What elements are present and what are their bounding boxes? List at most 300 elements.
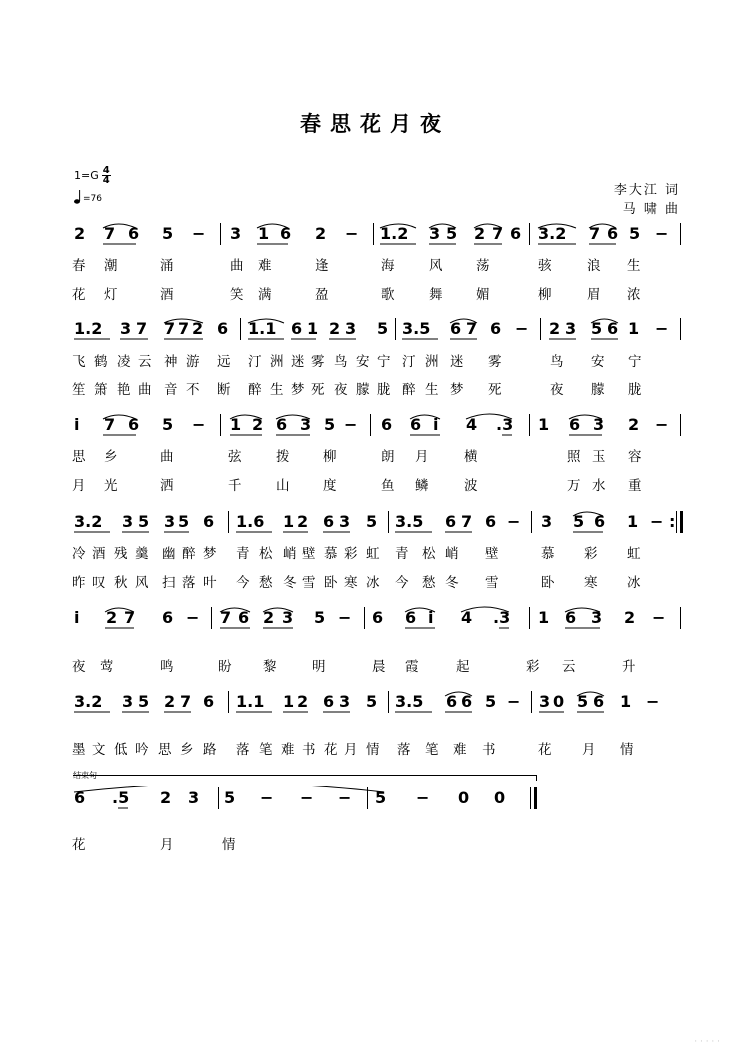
note: 5 — [324, 415, 336, 434]
lyric-syllable: 难 — [258, 258, 272, 274]
note: 6 — [490, 319, 502, 338]
note: 2 — [315, 224, 327, 243]
lyric-syllable: 叹 — [92, 575, 106, 591]
note: 6 — [445, 512, 457, 531]
note: 3.5 — [395, 692, 424, 711]
lyric-syllable: 玉 — [592, 449, 606, 465]
dash: − — [655, 319, 669, 338]
lyric-syllable: 安 — [356, 354, 370, 370]
lyric-syllable: 迷 — [291, 354, 305, 370]
lyric-syllable: 雾 — [311, 354, 325, 370]
lyric-syllable: 洲 — [425, 354, 439, 370]
lyric-syllable: 曲 — [230, 258, 244, 274]
note: 6 — [128, 415, 140, 434]
lyric-syllable: 青 — [236, 546, 250, 562]
lyric-syllable: 汀 — [248, 354, 262, 370]
lyric-syllable: 雾 — [488, 354, 502, 370]
lyric-syllable: 路 — [203, 742, 217, 758]
dash: − — [655, 415, 669, 434]
note: i — [74, 415, 80, 434]
note: 2 — [549, 319, 561, 338]
lyric-syllable: 春 — [72, 258, 86, 274]
note: 1 — [307, 319, 319, 338]
lyric-syllable: 彩 — [526, 659, 540, 675]
note: 3 — [164, 512, 176, 531]
note: 5 — [377, 319, 389, 338]
note: 5 — [573, 512, 585, 531]
lyric-syllable: 月 — [582, 742, 596, 758]
dash: − — [650, 512, 664, 531]
lyric-line-1a — [72, 254, 682, 272]
lyric-syllable: 鹤 — [94, 354, 108, 370]
note: 5 — [366, 512, 378, 531]
note: 3 — [120, 319, 132, 338]
lyric-syllable: 朗 — [381, 449, 395, 465]
note: 7 — [466, 319, 478, 338]
lyric-syllable: 乡 — [104, 449, 118, 465]
note: 3 — [591, 608, 603, 627]
lyric-syllable: 眉 — [587, 287, 601, 303]
lyric-syllable: 冷 — [72, 546, 86, 562]
lyric-syllable: 莺 — [100, 659, 114, 675]
note: 2 — [192, 319, 204, 338]
tempo-value: =76 — [83, 194, 102, 204]
note: 6 — [485, 512, 497, 531]
note: 1 — [258, 224, 270, 243]
lyric-syllable: 峭 — [445, 546, 459, 562]
note: 7 — [178, 319, 190, 338]
lyric-syllable: 容 — [628, 449, 642, 465]
lyric-syllable: 重 — [628, 478, 642, 494]
lyric-syllable: 明 — [312, 659, 326, 675]
lyric-syllable: 歌 — [381, 287, 395, 303]
lyric-syllable: 霞 — [405, 659, 419, 675]
note: 6 — [217, 319, 229, 338]
note: 6 — [203, 512, 215, 531]
time-signature — [102, 166, 111, 185]
lyric-syllable: 思 — [72, 449, 86, 465]
lyric-syllable: 情 — [222, 837, 236, 853]
lyric-syllable: 断 — [217, 382, 231, 398]
note: 6 — [323, 512, 335, 531]
note: 3 — [339, 692, 351, 711]
note: 6 — [410, 415, 422, 434]
note: 3 — [541, 512, 553, 531]
lyric-syllable: 云 — [562, 659, 576, 675]
lyric-syllable: 艳 — [117, 382, 131, 398]
lyric-syllable: 光 — [104, 478, 118, 494]
lyric-syllable: 难 — [281, 742, 295, 758]
lyric-syllable: 壁 — [302, 546, 316, 562]
lyric-syllable: 夜 — [550, 382, 564, 398]
dash: − — [507, 512, 521, 531]
note: 5 — [577, 692, 589, 711]
note: 4 — [461, 608, 473, 627]
lyric-syllable: 乡 — [180, 742, 194, 758]
note: 7 — [104, 415, 116, 434]
note: 6 — [607, 224, 619, 243]
note: 1 — [283, 512, 295, 531]
dash: − — [345, 224, 359, 243]
lyric-syllable: 情 — [620, 742, 634, 758]
lyric-syllable: 花 — [538, 742, 552, 758]
time-unit: 4 — [102, 175, 110, 186]
tempo-marking — [74, 190, 102, 204]
dash: − — [186, 608, 200, 627]
lyric-syllable: 起 — [456, 659, 470, 675]
note: 7 — [164, 319, 176, 338]
lyric-syllable: 照 — [567, 449, 581, 465]
note: 5 — [162, 224, 174, 243]
lyric-syllable: 安 — [591, 354, 605, 370]
lyric-syllable: 弦 — [228, 449, 242, 465]
lyric-syllable: 花 — [72, 287, 86, 303]
lyric-syllable: 风 — [429, 258, 443, 274]
lyric-syllable: 骇 — [538, 258, 552, 274]
lyric-syllable: 笔 — [259, 742, 273, 758]
lyric-syllable: 汀 — [402, 354, 416, 370]
note: 3.5 — [395, 512, 424, 531]
dash: − — [652, 608, 666, 627]
lyric-line-3b — [72, 474, 682, 492]
lyric-syllable: 落 — [182, 575, 196, 591]
lyric-syllable: 生 — [627, 258, 641, 274]
lyric-syllable: 舞 — [429, 287, 443, 303]
lyric-syllable: 花 — [324, 742, 338, 758]
lyric-syllable: 幽 — [162, 546, 176, 562]
lyric-syllable: 梦 — [291, 382, 305, 398]
note: 2 — [164, 692, 176, 711]
lyric-syllable: 醉 — [248, 382, 262, 398]
note: 2 — [106, 608, 118, 627]
note: 2 — [297, 692, 309, 711]
note: 7 — [461, 512, 473, 531]
lyric-syllable: 晨 — [372, 659, 386, 675]
lyric-syllable: 思 — [158, 742, 172, 758]
note: .3 — [493, 608, 511, 627]
lyric-line-2b — [72, 378, 682, 396]
lyricist-credit: 李大江 词 — [613, 183, 680, 198]
lyric-syllable: 飞 — [72, 354, 86, 370]
lyric-syllable: 冬 — [283, 575, 297, 591]
lyric-syllable: 低 — [114, 742, 128, 758]
lyric-syllable: 荡 — [476, 258, 490, 274]
note: 2 — [624, 608, 636, 627]
note: 3.5 — [402, 319, 431, 338]
note: 7 — [124, 608, 136, 627]
lyric-syllable: 冰 — [366, 575, 380, 591]
lyric-syllable: 横 — [464, 449, 478, 465]
notation-line-3 — [72, 413, 686, 437]
lyric-syllable: 死 — [311, 382, 325, 398]
lyric-syllable: 盼 — [218, 659, 232, 675]
lyric-line-7 — [72, 833, 682, 851]
note: 1 — [538, 415, 550, 434]
note: 3 — [122, 692, 134, 711]
note: 3 — [122, 512, 134, 531]
note: i — [428, 608, 434, 627]
lyric-syllable: 花 — [72, 837, 86, 853]
note: 0 — [494, 788, 506, 807]
lyric-line-1b — [72, 283, 682, 301]
lyric-syllable: 宁 — [377, 354, 391, 370]
note: 3 — [339, 512, 351, 531]
note: 6 — [446, 692, 458, 711]
lyric-syllable: 羹 — [135, 546, 149, 562]
note: 3 — [188, 788, 200, 807]
lyric-syllable: 箫 — [94, 382, 108, 398]
lyric-syllable: 夜 — [72, 659, 86, 675]
note: 2 — [297, 512, 309, 531]
lyric-syllable: 冰 — [627, 575, 641, 591]
lyric-syllable: 逢 — [315, 258, 329, 274]
note: 1 — [627, 512, 639, 531]
lyric-syllable: 慕 — [541, 546, 555, 562]
lyric-syllable: 残 — [114, 546, 128, 562]
lyric-syllable: 书 — [482, 742, 496, 758]
slur-marks — [72, 413, 686, 437]
lyric-syllable: 死 — [488, 382, 502, 398]
note: 5 — [178, 512, 190, 531]
slur-marks — [72, 317, 686, 341]
lyric-syllable: 叶 — [203, 575, 217, 591]
note: 6 — [74, 788, 86, 807]
dash: − — [192, 415, 206, 434]
note: 6 — [128, 224, 140, 243]
lyric-syllable: 情 — [366, 742, 380, 758]
note: 5 — [224, 788, 236, 807]
lyric-syllable: 曲 — [138, 382, 152, 398]
note: 6 — [594, 512, 606, 531]
lyric-syllable: 愁 — [422, 575, 436, 591]
lyric-syllable: 度 — [323, 478, 337, 494]
lyric-syllable: 峭 — [283, 546, 297, 562]
watermark: · · · · · — [694, 1037, 720, 1047]
note: 3.2 — [74, 512, 103, 531]
note: .5 — [112, 788, 130, 807]
note: 6 — [565, 608, 577, 627]
note: i — [74, 608, 80, 627]
note: 1 — [230, 415, 242, 434]
lyric-syllable: 文 — [92, 742, 106, 758]
note: 5 — [629, 224, 641, 243]
note: 3 — [593, 415, 605, 434]
lyric-syllable: 宁 — [628, 354, 642, 370]
slur-marks — [72, 222, 686, 246]
lyric-line-2a — [72, 350, 682, 368]
note: 1.6 — [236, 512, 265, 531]
dash: − — [192, 224, 206, 243]
lyric-syllable: 朦 — [591, 382, 605, 398]
dash: − — [260, 788, 274, 807]
note: 2 — [474, 224, 486, 243]
lyric-syllable: 音 — [164, 382, 178, 398]
notation-line-5 — [72, 606, 686, 630]
note: 2 — [252, 415, 264, 434]
lyric-syllable: 凌 — [117, 354, 131, 370]
note: 3.2 — [538, 224, 567, 243]
lyric-syllable: 墨 — [72, 742, 86, 758]
lyric-syllable: 彩 — [344, 546, 358, 562]
lyric-syllable: 柳 — [538, 287, 552, 303]
lyric-syllable: 虹 — [627, 546, 641, 562]
note: 6 — [607, 319, 619, 338]
note: 2 — [628, 415, 640, 434]
note: 2 — [263, 608, 275, 627]
lyric-syllable: 卧 — [541, 575, 555, 591]
lyric-syllable: 涌 — [160, 258, 174, 274]
lyric-line-6 — [72, 738, 682, 756]
lyric-syllable: 虹 — [366, 546, 380, 562]
lyric-line-3a — [72, 445, 682, 463]
lyric-syllable: 寒 — [344, 575, 358, 591]
note: 0 — [458, 788, 470, 807]
lyric-syllable: 水 — [592, 478, 606, 494]
key-signature — [74, 166, 111, 185]
lyric-syllable: 壁 — [485, 546, 499, 562]
lyric-syllable: 月 — [160, 837, 174, 853]
lyric-syllable: 鳞 — [415, 478, 429, 494]
lyric-syllable: 升 — [622, 659, 636, 675]
lyric-syllable: 洒 — [160, 478, 174, 494]
lyric-syllable: 难 — [453, 742, 467, 758]
fine-label: 结束句 — [73, 771, 97, 780]
note: 6 — [323, 692, 335, 711]
lyric-syllable: 松 — [259, 546, 273, 562]
lyric-syllable: 慕 — [324, 546, 338, 562]
lyric-syllable: 朦 — [356, 382, 370, 398]
lyric-syllable: 雪 — [485, 575, 499, 591]
lyric-syllable: 胧 — [628, 382, 642, 398]
note: 5 — [591, 319, 603, 338]
note: 1 — [538, 608, 550, 627]
lyric-syllable: 愁 — [259, 575, 273, 591]
lyric-syllable: 千 — [228, 478, 242, 494]
lyric-syllable: 迷 — [450, 354, 464, 370]
lyric-syllable: 洲 — [270, 354, 284, 370]
note: 3 — [345, 319, 357, 338]
lyric-syllable: 鱼 — [381, 478, 395, 494]
note: 6 — [405, 608, 417, 627]
note: 5 — [366, 692, 378, 711]
time-beats: 4 — [102, 165, 110, 176]
lyric-syllable: 生 — [270, 382, 284, 398]
composer-credit: 马 啸 曲 — [622, 202, 680, 217]
dash: − — [507, 692, 521, 711]
note: 7 — [136, 319, 148, 338]
lyric-syllable: 鸟 — [550, 354, 564, 370]
note: 5 — [138, 512, 150, 531]
lyric-syllable: 扫 — [162, 575, 176, 591]
lyric-syllable: 潮 — [104, 258, 118, 274]
note: 5 — [314, 608, 326, 627]
lyric-syllable: 秋 — [114, 575, 128, 591]
key-label: 1=G — [74, 169, 99, 182]
notation-line-1 — [72, 222, 686, 246]
lyric-syllable: 远 — [217, 354, 231, 370]
lyric-syllable: 今 — [236, 575, 250, 591]
note: 1 — [283, 692, 295, 711]
notation-line-6 — [72, 690, 686, 714]
lyric-syllable: 神 — [164, 354, 178, 370]
note: 1 — [620, 692, 632, 711]
lyric-syllable: 不 — [186, 382, 200, 398]
lyric-line-4a — [72, 542, 682, 560]
note: 6 — [238, 608, 250, 627]
note: 2 — [74, 224, 86, 243]
note: 0 — [553, 692, 565, 711]
lyric-syllable: 昨 — [72, 575, 86, 591]
lyric-syllable: 卧 — [324, 575, 338, 591]
note: 6 — [276, 415, 288, 434]
note: 7 — [589, 224, 601, 243]
lyric-syllable: 鸟 — [334, 354, 348, 370]
score-title: 春思花月夜 — [300, 111, 450, 136]
note: 5 — [375, 788, 387, 807]
note: 6 — [372, 608, 384, 627]
lyric-syllable: 酒 — [160, 287, 174, 303]
notation-line-2 — [72, 317, 686, 341]
note: .3 — [496, 415, 514, 434]
lyric-syllable: 柳 — [323, 449, 337, 465]
note: 6 — [510, 224, 522, 243]
lyric-syllable: 游 — [186, 354, 200, 370]
lyric-syllable: 风 — [135, 575, 149, 591]
note: 6 — [162, 608, 174, 627]
note: 2 — [160, 788, 172, 807]
lyric-syllable: 媚 — [476, 287, 490, 303]
dash: − — [344, 415, 358, 434]
notation-line-4 — [72, 510, 686, 534]
dash: − — [655, 224, 669, 243]
lyric-syllable: 雪 — [302, 575, 316, 591]
slur-marks — [72, 510, 686, 534]
dash: − — [300, 788, 314, 807]
slur-marks — [72, 690, 686, 714]
lyric-syllable: 生 — [425, 382, 439, 398]
note: 3 — [282, 608, 294, 627]
note: 6 — [569, 415, 581, 434]
lyric-syllable: 松 — [422, 546, 436, 562]
lyric-syllable: 梦 — [203, 546, 217, 562]
note: 1.2 — [380, 224, 409, 243]
fine-bracket — [73, 775, 537, 781]
lyric-line-5 — [72, 655, 682, 673]
note: 7 — [492, 224, 504, 243]
lyric-syllable: 浪 — [587, 258, 601, 274]
note: 3 — [565, 319, 577, 338]
note: 5 — [162, 415, 174, 434]
note: 3 — [230, 224, 242, 243]
lyric-syllable: 笑 — [230, 287, 244, 303]
lyric-syllable: 云 — [138, 354, 152, 370]
lyric-syllable: 海 — [381, 258, 395, 274]
note: 5 — [446, 224, 458, 243]
note: 3 — [539, 692, 551, 711]
lyric-syllable: 曲 — [160, 449, 174, 465]
lyric-syllable: 梦 — [450, 382, 464, 398]
lyric-syllable: 灯 — [104, 287, 118, 303]
lyric-syllable: 落 — [236, 742, 250, 758]
note: i — [433, 415, 439, 434]
note: 5 — [485, 692, 497, 711]
note: 6 — [280, 224, 292, 243]
lyric-syllable: 山 — [276, 478, 290, 494]
lyric-syllable: 酒 — [92, 546, 106, 562]
lyric-syllable: 醉 — [402, 382, 416, 398]
note: 7 — [220, 608, 232, 627]
lyric-syllable: 盈 — [315, 287, 329, 303]
